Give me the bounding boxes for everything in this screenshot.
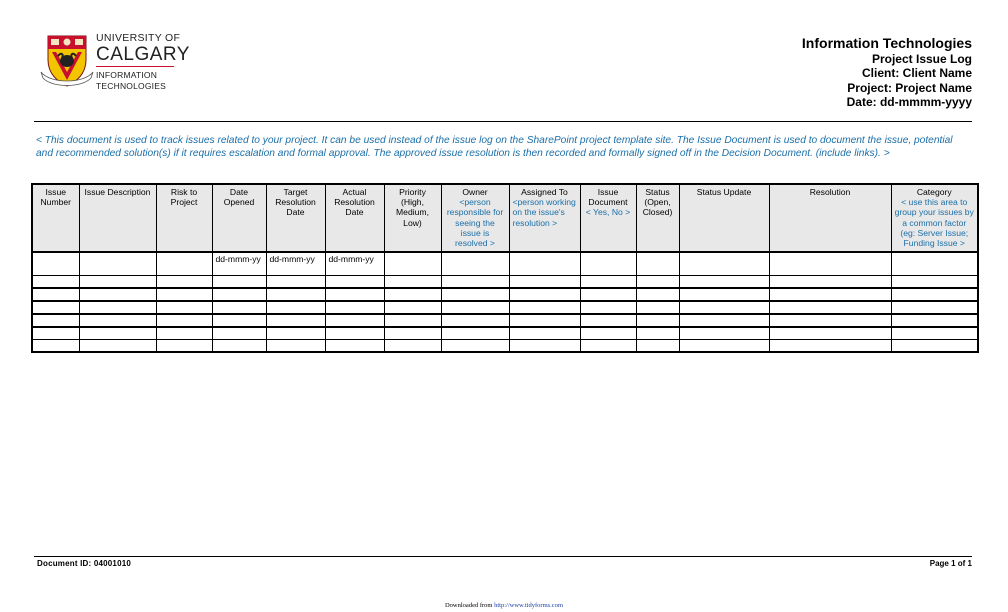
col-issue-number: Issue Number [32, 184, 79, 252]
table-cell[interactable] [679, 314, 769, 327]
table-cell[interactable] [325, 301, 384, 314]
table-cell[interactable] [509, 288, 580, 301]
table-cell[interactable] [32, 301, 79, 314]
table-cell[interactable] [580, 340, 636, 353]
logo-information: INFORMATION [96, 69, 158, 80]
table-cell[interactable] [636, 340, 679, 353]
table-cell[interactable] [384, 301, 441, 314]
table-cell[interactable] [266, 327, 325, 340]
table-cell[interactable] [509, 301, 580, 314]
table-cell[interactable] [769, 276, 891, 289]
col-issue-document: Issue Document < Yes, No > [580, 184, 636, 252]
table-cell[interactable] [384, 276, 441, 289]
table-row [32, 314, 978, 327]
doc-title: Project Issue Log [871, 51, 972, 66]
table-cell[interactable] [156, 314, 212, 327]
table-cell[interactable] [580, 327, 636, 340]
table-cell[interactable] [891, 276, 978, 289]
university-logo [38, 30, 190, 91]
table-cell[interactable] [32, 252, 79, 276]
document-id: Document ID: 04001010 [37, 559, 132, 568]
table-cell[interactable] [509, 327, 580, 340]
download-prefix: Downloaded from [444, 602, 495, 609]
table-cell[interactable] [79, 327, 156, 340]
logo-calgary: CALGARY [96, 43, 190, 65]
client-line: Client: Client Name [861, 66, 972, 80]
table-cell[interactable] [156, 327, 212, 340]
table-cell[interactable] [679, 327, 769, 340]
table-row [32, 340, 978, 353]
table-cell[interactable] [32, 340, 79, 353]
table-cell[interactable] [580, 314, 636, 327]
table-cell[interactable] [509, 340, 580, 353]
table-cell[interactable] [509, 276, 580, 289]
download-credit [0, 602, 1008, 609]
col-risk-to-project: Risk to Project [156, 184, 212, 252]
table-cell[interactable] [212, 314, 266, 327]
table-cell[interactable] [891, 252, 978, 276]
table-cell[interactable] [636, 301, 679, 314]
table-cell[interactable] [580, 276, 636, 289]
logo-rule [96, 66, 174, 67]
col-actual-resolution-date: Actual Resolution Date [325, 184, 384, 252]
table-cell[interactable] [636, 288, 679, 301]
table-cell[interactable] [156, 276, 212, 289]
table-cell[interactable] [509, 252, 580, 276]
footer-divider [34, 556, 972, 557]
table-cell[interactable] [384, 340, 441, 353]
owner-note: <person responsible for seeing the issue is resolved > [446, 197, 504, 249]
table-cell[interactable] [769, 288, 891, 301]
table-cell[interactable] [891, 314, 978, 327]
table-cell[interactable]: dd-mmm-yy [325, 252, 384, 276]
table-row [32, 288, 978, 301]
crest-icon [40, 32, 94, 88]
table-row [32, 252, 978, 276]
table-cell[interactable] [266, 288, 325, 301]
table-cell[interactable] [636, 276, 679, 289]
table-cell[interactable] [679, 276, 769, 289]
document-header [802, 36, 972, 110]
table-cell[interactable] [325, 314, 384, 327]
col-resolution: Resolution [769, 184, 891, 252]
header-divider [34, 121, 972, 122]
table-cell[interactable] [441, 314, 509, 327]
logo-university-of: UNIVERSITY OF [96, 32, 181, 44]
table-cell[interactable] [212, 276, 266, 289]
table-cell[interactable] [441, 252, 509, 276]
table-cell[interactable] [32, 314, 79, 327]
table-cell[interactable] [769, 314, 891, 327]
assigned-note: <person working on the issue's resolution > [512, 197, 576, 228]
table-cell[interactable] [679, 301, 769, 314]
col-priority: Priority (High, Medium, Low) [384, 184, 441, 252]
table-cell[interactable] [891, 288, 978, 301]
table-cell[interactable] [212, 301, 266, 314]
issue-document-note: < Yes, No > [585, 207, 631, 218]
table-cell[interactable] [384, 327, 441, 340]
table-cell[interactable] [266, 301, 325, 314]
table-cell[interactable] [32, 276, 79, 289]
table-cell[interactable] [79, 288, 156, 301]
table-cell[interactable] [384, 252, 441, 276]
table-cell[interactable] [32, 327, 79, 340]
page-number: Page 1 of 1 [929, 559, 972, 568]
table-cell[interactable] [156, 301, 212, 314]
table-cell[interactable] [441, 276, 509, 289]
table-cell[interactable] [636, 314, 679, 327]
table-cell[interactable] [441, 301, 509, 314]
table-cell[interactable] [891, 340, 978, 353]
table-cell[interactable] [156, 340, 212, 353]
col-target-resolution-date: Target Resolution Date [266, 184, 325, 252]
table-cell[interactable] [384, 288, 441, 301]
table-cell[interactable] [636, 252, 679, 276]
table-cell[interactable] [156, 288, 212, 301]
table-cell[interactable] [212, 288, 266, 301]
table-cell[interactable] [580, 301, 636, 314]
header-row [32, 184, 978, 252]
table-cell[interactable] [891, 327, 978, 340]
col-issue-description: Issue Description [79, 184, 156, 252]
table-cell[interactable] [679, 288, 769, 301]
col-date-opened: Date Opened [212, 184, 266, 252]
table-cell[interactable] [266, 276, 325, 289]
date-line: Date: dd-mmmm-yyyy [846, 95, 972, 109]
table-cell[interactable] [32, 288, 79, 301]
table-cell[interactable] [79, 276, 156, 289]
table-cell[interactable] [769, 252, 891, 276]
table-cell[interactable] [266, 314, 325, 327]
table-cell[interactable] [79, 340, 156, 353]
table-row [32, 301, 978, 314]
table-cell[interactable] [441, 340, 509, 353]
issue-log-table [31, 183, 979, 353]
table-cell[interactable] [891, 301, 978, 314]
table-cell[interactable] [769, 327, 891, 340]
col-status-update: Status Update [679, 184, 769, 252]
table-cell[interactable] [769, 340, 891, 353]
table-cell[interactable] [441, 327, 509, 340]
table-cell[interactable] [266, 340, 325, 353]
table-cell[interactable] [79, 252, 156, 276]
project-line: Project: Project Name [847, 80, 972, 95]
table-cell[interactable] [679, 340, 769, 353]
table-row [32, 327, 978, 340]
table-cell[interactable] [79, 314, 156, 327]
col-category: Category < use this area to group your issues by a common factor (eg: Server Issue; Funding Issue > [891, 184, 978, 252]
table-cell[interactable] [325, 276, 384, 289]
table-cell[interactable] [325, 340, 384, 353]
table-cell[interactable] [325, 327, 384, 340]
department-title: Information Technologies [801, 35, 972, 51]
col-status: Status (Open, Closed) [636, 184, 679, 252]
table-cell[interactable] [769, 301, 891, 314]
table-row [32, 276, 978, 289]
table-cell[interactable]: dd-mmm-yy [266, 252, 325, 276]
table-cell[interactable] [325, 288, 384, 301]
table-cell[interactable] [212, 327, 266, 340]
table-cell[interactable] [580, 252, 636, 276]
download-link[interactable]: http://www.tidyforms.com [494, 602, 564, 609]
logo-technologies: TECHNOLOGIES [96, 80, 166, 91]
table-cell[interactable] [580, 288, 636, 301]
table-cell[interactable]: dd-mmm-yy [212, 252, 266, 276]
table-cell[interactable] [636, 327, 679, 340]
table-cell[interactable] [79, 301, 156, 314]
intro-instructions: < This document is used to track issues related to your project. It can be used instead of the issue log on the SharePoint project template site. The Issue Document is used to document the issue, potential and recommended solution(s) if it requires escalation and formal approval. The approved issue resolution is then recorded and formally signed off in the Decision Document. (include links). > [36, 135, 953, 159]
table-cell[interactable] [212, 340, 266, 353]
col-owner: Owner <person responsible for seeing the issue is resolved > [441, 184, 509, 252]
table-cell[interactable] [441, 288, 509, 301]
category-note: < use this area to group your issues by a common factor (eg: Server Issue; Funding Issue > [894, 197, 974, 249]
table-cell[interactable] [384, 314, 441, 327]
table-cell[interactable] [156, 252, 212, 276]
col-assigned-to: Assigned To <person working on the issue's resolution > [509, 184, 580, 252]
table-cell[interactable] [679, 252, 769, 276]
table-cell[interactable] [509, 314, 580, 327]
